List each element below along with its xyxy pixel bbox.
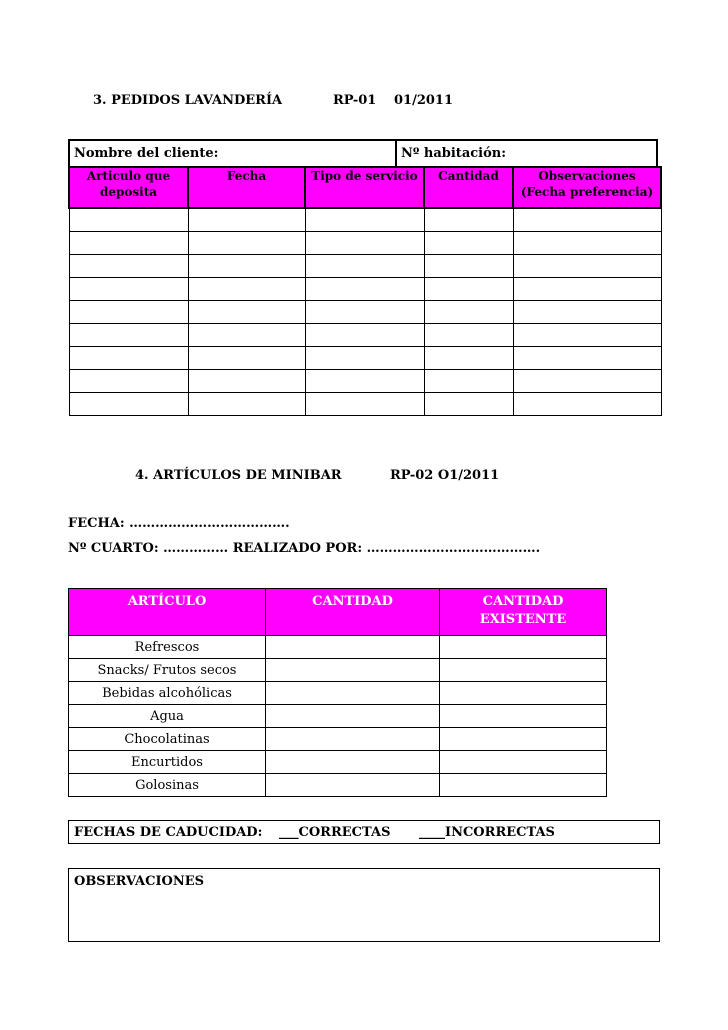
minibar-col-header-text: ARTÍCULO [127, 594, 207, 609]
laundry-table-cell[interactable] [305, 393, 424, 416]
laundry-table-cell[interactable] [513, 324, 661, 347]
section-4-title: 4. ARTÍCULOS DE MINIBAR [135, 468, 342, 483]
minibar-col-header-text: EXISTENTE [479, 612, 567, 627]
minibar-item-name: Golosinas [69, 774, 266, 797]
minibar-table-row [69, 705, 607, 728]
laundry-table-cell[interactable] [188, 232, 305, 255]
laundry-table-cell[interactable] [424, 324, 513, 347]
laundry-col-header-text: Articulo que [86, 169, 171, 183]
laundry-table-cell[interactable] [305, 208, 424, 232]
laundry-table-cell[interactable] [69, 370, 188, 393]
minibar-table-row [69, 751, 607, 774]
minibar-existing-cell[interactable] [440, 705, 607, 728]
laundry-col-header [188, 167, 305, 208]
laundry-table-header [69, 167, 661, 208]
laundry-table-cell[interactable] [188, 347, 305, 370]
laundry-table-cell[interactable] [305, 370, 424, 393]
laundry-table-cell[interactable] [188, 255, 305, 278]
minibar-item-name: Bebidas alcohólicas [69, 682, 266, 705]
section-3-date: 01/2011 [394, 93, 454, 108]
laundry-table-cell[interactable] [188, 301, 305, 324]
minibar-quantity-cell[interactable] [266, 659, 440, 682]
minibar-col-header-text: CANTIDAD [312, 594, 393, 609]
laundry-table-cell[interactable] [513, 208, 661, 232]
laundry-table-cell[interactable] [305, 232, 424, 255]
section-3-code: RP-01 [333, 93, 377, 108]
expiry-incorrect: ____INCORRECTAS [419, 825, 555, 840]
minibar-col-header-text: CANTIDAD [482, 594, 564, 609]
laundry-table-row [69, 324, 661, 347]
laundry-table-cell[interactable] [188, 370, 305, 393]
laundry-table-cell[interactable] [69, 393, 188, 416]
minibar-quantity-cell[interactable] [266, 705, 440, 728]
fecha-line: FECHA: ………………………………. [68, 516, 290, 531]
minibar-quantity-cell[interactable] [266, 636, 440, 659]
laundry-table-cell[interactable] [513, 255, 661, 278]
laundry-table-cell[interactable] [69, 255, 188, 278]
minibar-table [68, 588, 607, 797]
laundry-table-cell[interactable] [424, 255, 513, 278]
minibar-existing-cell[interactable] [440, 659, 607, 682]
laundry-table-row [69, 393, 661, 416]
laundry-table-row [69, 278, 661, 301]
minibar-col-header [440, 589, 607, 636]
laundry-client-header [68, 139, 658, 166]
minibar-table-header [69, 589, 607, 636]
minibar-table-row [69, 659, 607, 682]
minibar-existing-cell[interactable] [440, 682, 607, 705]
minibar-col-header [266, 589, 440, 636]
laundry-col-header-text: Observaciones [538, 169, 636, 183]
minibar-existing-cell[interactable] [440, 636, 607, 659]
laundry-table-cell[interactable] [188, 324, 305, 347]
laundry-table-cell[interactable] [69, 278, 188, 301]
laundry-col-header-text: (Fecha preferencia) [520, 185, 654, 199]
laundry-table-cell[interactable] [188, 208, 305, 232]
section-3-title: 3. PEDIDOS LAVANDERÍA [93, 93, 283, 108]
observations-box [68, 868, 660, 942]
minibar-existing-cell[interactable] [440, 728, 607, 751]
laundry-table-cell[interactable] [188, 393, 305, 416]
laundry-table-cell[interactable] [513, 301, 661, 324]
laundry-table-row [69, 301, 661, 324]
laundry-table-row [69, 255, 661, 278]
laundry-table-cell[interactable] [424, 347, 513, 370]
minibar-item-name: Refrescos [69, 636, 266, 659]
laundry-table-row [69, 347, 661, 370]
expiry-correct: ___CORRECTAS [279, 825, 391, 840]
laundry-col-header-text: Fecha [226, 169, 267, 183]
laundry-table-cell[interactable] [305, 347, 424, 370]
laundry-table-cell[interactable] [513, 393, 661, 416]
laundry-col-header [513, 167, 661, 208]
laundry-table-cell[interactable] [69, 324, 188, 347]
minibar-existing-cell[interactable] [440, 751, 607, 774]
laundry-table-cell[interactable] [305, 255, 424, 278]
expiry-label: FECHAS DE CADUCIDAD: [74, 825, 263, 840]
expiry-dates-box [68, 820, 660, 844]
laundry-table-cell[interactable] [513, 347, 661, 370]
laundry-table-cell[interactable] [513, 370, 661, 393]
laundry-table-row [69, 370, 661, 393]
minibar-table-row [69, 636, 607, 659]
laundry-table-row [69, 208, 661, 232]
minibar-existing-cell[interactable] [440, 774, 607, 797]
section-4-code: RP-02 O1/2011 [390, 468, 500, 483]
minibar-table-row [69, 682, 607, 705]
laundry-table-cell[interactable] [424, 232, 513, 255]
room-number-label: Nº habitación: [401, 146, 507, 161]
laundry-table-cell[interactable] [69, 347, 188, 370]
laundry-table-cell[interactable] [69, 232, 188, 255]
minibar-item-name: Encurtidos [69, 751, 266, 774]
laundry-table-cell[interactable] [424, 393, 513, 416]
laundry-table-cell[interactable] [424, 208, 513, 232]
minibar-col-header [69, 589, 266, 636]
laundry-table-cell[interactable] [305, 324, 424, 347]
laundry-col-header-text: Tipo de servicio [311, 169, 418, 183]
minibar-table-row [69, 728, 607, 751]
minibar-item-name: Chocolatinas [69, 728, 266, 751]
laundry-table-cell[interactable] [69, 301, 188, 324]
laundry-table-cell[interactable] [513, 278, 661, 301]
client-name-label: Nombre del cliente: [74, 146, 219, 161]
laundry-col-header [69, 167, 188, 208]
minibar-item-name: Agua [69, 705, 266, 728]
laundry-table-cell[interactable] [305, 278, 424, 301]
minibar-item-name: Snacks/ Frutos secos [69, 659, 266, 682]
cuarto-line: Nº CUARTO: …………… REALIZADO POR: …………………………………. [68, 541, 541, 556]
laundry-orders-table [68, 166, 662, 416]
laundry-col-header [424, 167, 513, 208]
laundry-col-header [305, 167, 424, 208]
observations-label: OBSERVACIONES [74, 874, 205, 889]
minibar-table-row [69, 774, 607, 797]
laundry-table-cell[interactable] [188, 278, 305, 301]
minibar-quantity-cell[interactable] [266, 682, 440, 705]
laundry-table-cell[interactable] [424, 370, 513, 393]
minibar-quantity-cell[interactable] [266, 774, 440, 797]
laundry-table-cell[interactable] [424, 278, 513, 301]
laundry-table-cell[interactable] [513, 232, 661, 255]
laundry-table-cell[interactable] [305, 301, 424, 324]
laundry-table-cell[interactable] [424, 301, 513, 324]
minibar-quantity-cell[interactable] [266, 751, 440, 774]
laundry-col-header-text: deposita [99, 185, 158, 199]
minibar-quantity-cell[interactable] [266, 728, 440, 751]
laundry-col-header-text: Cantidad [438, 169, 499, 183]
laundry-table-row [69, 232, 661, 255]
laundry-table-cell[interactable] [69, 208, 188, 232]
